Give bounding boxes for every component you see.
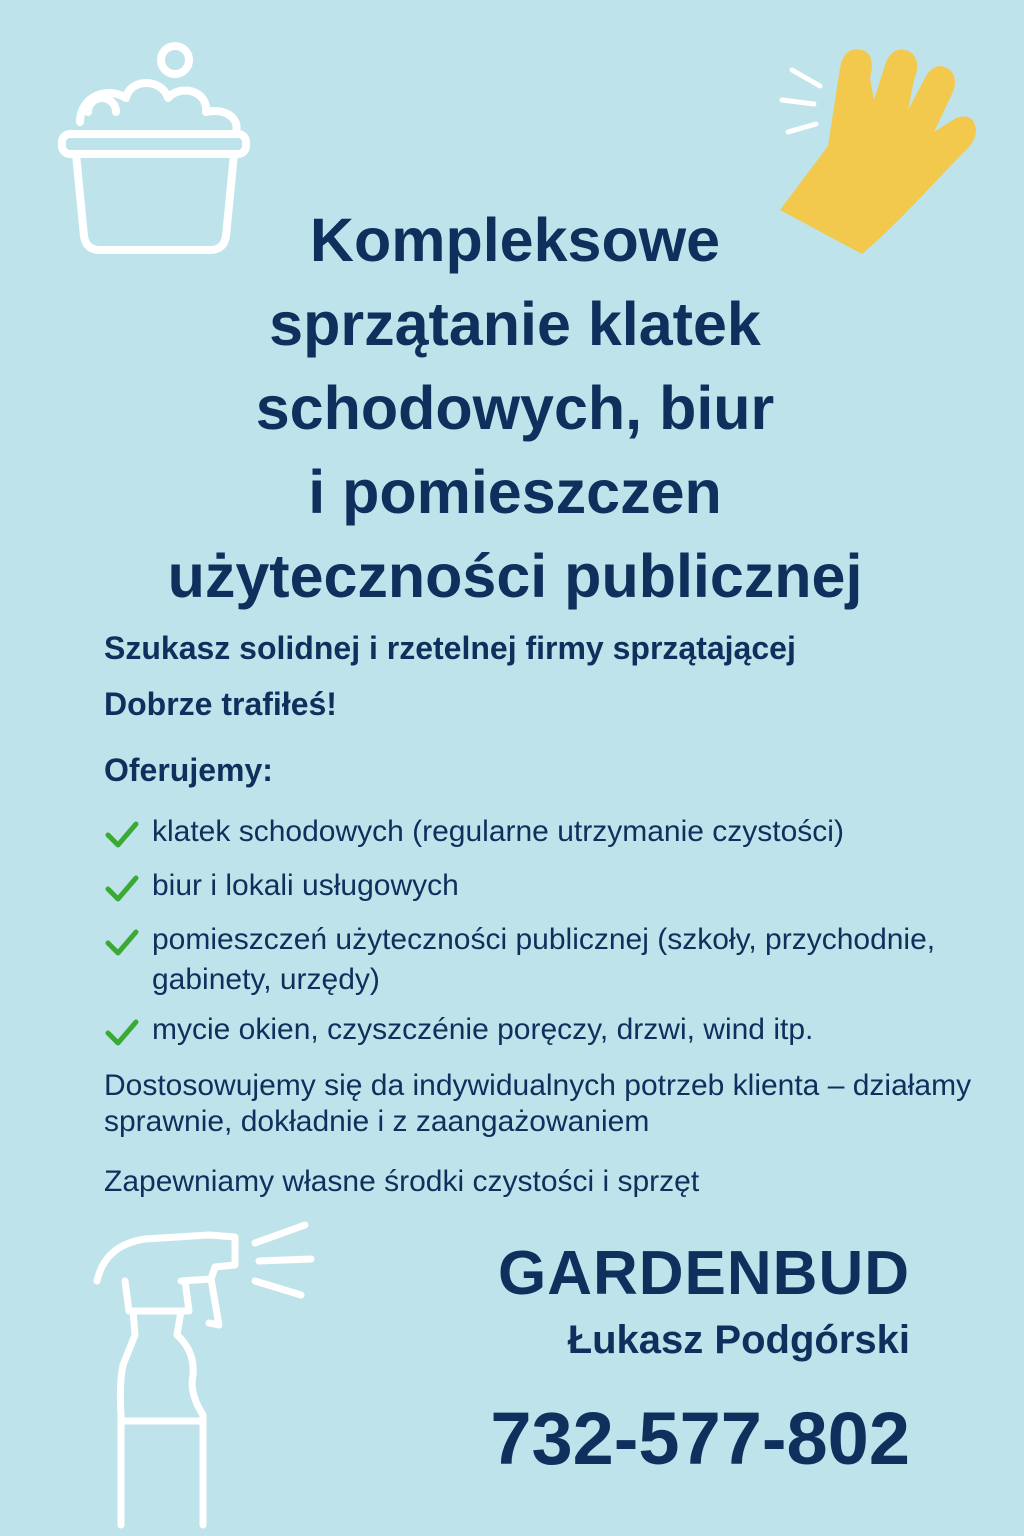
list-item-text: biur i lokali usługowych xyxy=(152,869,459,902)
check-icon xyxy=(104,870,140,906)
phone-number[interactable]: 732-577-802 xyxy=(490,1397,910,1480)
intro-question: Szukasz solidnej i rzetelnej firmy sprzątającej xyxy=(104,630,796,666)
company-name: GARDENBUD xyxy=(498,1239,910,1308)
check-icon xyxy=(104,816,140,852)
headline xyxy=(90,198,940,618)
headline-line: użyteczności publicznej xyxy=(167,542,863,610)
check-icon xyxy=(104,924,140,960)
list-item-text: pomieszczeń użyteczności publicznej (szkoły, przychodnie, gabinety, urzędy) xyxy=(152,923,936,996)
list-item xyxy=(104,920,984,1000)
list-item xyxy=(104,1010,984,1050)
check-icon xyxy=(104,1014,140,1050)
headline-line: schodowych, biur xyxy=(255,374,775,442)
intro-answer: Dobrze trafiłeś! xyxy=(104,686,337,722)
headline-line: i pomieszczen xyxy=(308,458,722,526)
list-item-text: mycie okien, czyszczénie poręczy, drzwi, wind itp. xyxy=(152,1013,814,1046)
offer-list xyxy=(104,812,984,1064)
list-item xyxy=(104,812,984,852)
supplies-paragraph: Zapewniamy własne środki czystości i sprzęt xyxy=(104,1165,700,1198)
intro xyxy=(104,620,984,732)
headline-line: Kompleksowe xyxy=(309,206,721,274)
adapt-paragraph: Dostosowujemy się da indywidualnych potrzeb klienta – działamy sprawnie, dokładnie i z zaangażowaniem xyxy=(104,1069,972,1138)
list-item xyxy=(104,866,984,906)
headline-line: sprzątanie klatek xyxy=(269,290,761,358)
list-item-text: klatek schodowych (regularne utrzymanie czystości) xyxy=(152,815,844,848)
offer-title: Oferujemy: xyxy=(104,752,273,788)
company-owner: Łukasz Podgórski xyxy=(567,1318,910,1362)
spray-bottle-icon xyxy=(85,1215,325,1535)
